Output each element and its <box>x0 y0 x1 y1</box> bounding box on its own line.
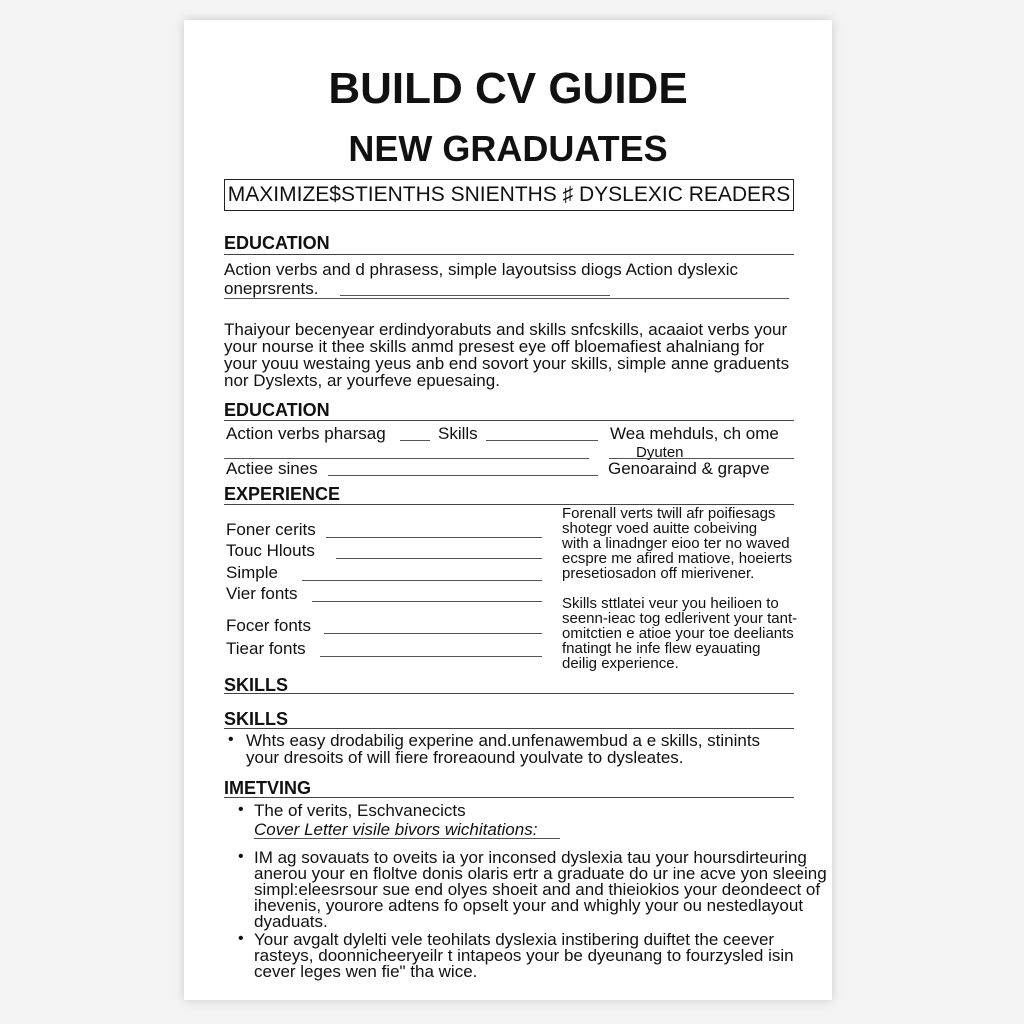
experience-note-line: ecspre me afired matiove, hoeierts <box>562 550 793 567</box>
education-heading-2: EDUCATION <box>224 400 330 420</box>
imetving-bullet-3-line: cever leges wen fie" tha wice. <box>254 962 478 981</box>
experience-note-line: seenn-ieac tog edlerivent your tant- <box>562 610 798 627</box>
page-title: BUILD CV GUIDE <box>328 64 688 113</box>
skills-bullet-line-1: Whts easy drodabilig experine and.unfenawembud a e skills, stinints <box>246 731 761 750</box>
imetving-bullet-2-line: IM ag sovauats to oveits ia yor inconsed dyslexia tau your hoursdirteuring <box>254 848 807 867</box>
paragraph-line-3: your youu westaing yeus anb end sovort your skills, simple anne graduents <box>224 354 790 373</box>
fill-in-line <box>486 440 598 441</box>
experience-item: Tiear fonts <box>226 639 306 658</box>
imetving-bullet-3-line: rasteys, doonnicheeryeilr t intapeos your be dyeunang to fourzysled isin <box>254 946 794 965</box>
page-subtitle: NEW GRADUATES <box>348 128 668 169</box>
fill-in-line <box>336 558 542 559</box>
experience-note-line: Skills sttlatei veur you heilioen to <box>562 595 779 612</box>
experience-heading: EXPERIENCE <box>224 484 341 504</box>
fill-in-line <box>340 295 610 296</box>
cv-guide-page <box>184 20 832 1000</box>
education-2-row1-label: Action verbs pharsag <box>226 424 386 443</box>
education-2-row1-right-2: Dyuten <box>636 444 684 461</box>
experience-item: Touc Hlouts <box>226 541 315 560</box>
education-2-row2-right: Genoaraind & grapve <box>608 459 770 478</box>
bullet-icon: • <box>228 731 234 748</box>
imetving-bullet-3-line: Your avgalt dylelti vele teohilats dyslexia instibering duiftet the ceever <box>254 930 775 949</box>
education-2-rule <box>224 420 794 421</box>
experience-note-line: deilig experience. <box>562 655 679 672</box>
imetving-bullet-1-line-1: The of verits, Eschvanecicts <box>254 801 466 820</box>
banner-box: MAXIMIZE$STIENTHS SNIENTHS ♯ DYSLEXIC READERS <box>224 179 794 211</box>
skills-heading-2: SKILLS <box>224 709 289 729</box>
skills-rule <box>224 693 794 694</box>
bullet-icon: • <box>238 848 244 865</box>
paragraph-line-4: nor Dyslexts, ar yourfeve epuesaing. <box>224 371 500 390</box>
experience-note-line: presetiosadon off mierivener. <box>562 565 755 582</box>
bullet-icon: • <box>238 801 244 818</box>
imetving-bullet-2-line: ihevenis, yourore adtens fo opselt your and whighly your ou nestedlayout <box>254 896 804 915</box>
fill-in-line <box>326 537 542 538</box>
fill-in-line <box>324 633 542 634</box>
education-2-row1-skills: Skills <box>438 424 478 443</box>
experience-item: Focer fonts <box>226 616 312 635</box>
experience-item: Foner cerits <box>226 520 316 539</box>
fill-in-line <box>320 656 542 657</box>
education-underline <box>224 298 789 299</box>
skills-heading: SKILLS <box>224 675 289 695</box>
paragraph-line-2: your nourse it thee skills anmd presest eye off bloemafiest ahalniang for <box>224 337 765 356</box>
imetving-bullet-2-line: anerou your en floltve donis olaris ertr a graduate do ur ine acve yon sleeing <box>254 864 827 883</box>
fill-in-line <box>328 475 598 476</box>
experience-note-line: Forenall verts twill afr poifiesags <box>562 505 776 522</box>
paragraph-line-1: Thaiyour becenyear erdindyorabuts and skills snfcskills, acaaiot verbs your <box>224 320 788 339</box>
cover-letter-line: Cover Letter visile bivors wichitations: <box>254 820 538 839</box>
education-text-line-2: oneprsrents. <box>224 279 319 298</box>
experience-item: Simple <box>226 563 278 582</box>
experience-note-line: shotegr voed auitte cobeiving <box>562 520 758 537</box>
imetving-rule <box>224 797 794 798</box>
skills-2-rule <box>224 728 794 729</box>
skills-bullet-line-2: your dresoits of will fiere froreaound youlvate to dysleates. <box>246 748 684 767</box>
fill-in-line <box>312 601 542 602</box>
fill-in-line <box>302 580 542 581</box>
fill-in-line <box>400 440 430 441</box>
experience-note-line: omitctien e atioe your toe deeliants <box>562 625 794 642</box>
imetving-heading: IMETVING <box>224 778 312 798</box>
experience-item: Vier fonts <box>226 584 298 603</box>
experience-note-line: fnatingt he infe flew eyauating <box>562 640 761 657</box>
imetving-bullet-2-line: dyaduats. <box>254 912 328 931</box>
experience-note-line: with a linadnger eioo ter no waved <box>562 535 790 552</box>
education-rule <box>224 254 794 255</box>
education-2-row1-right: Wea mehduls, ch ome <box>610 424 779 443</box>
education-text-line-1: Action verbs and d phrasess, simple layoutsiss diogs Action dyslexic <box>224 260 739 279</box>
imetving-bullet-2-line: simpl:eleesrsour sue end olyes shoeit and and thieiokios your deondeect of <box>254 880 821 899</box>
bullet-icon: • <box>238 930 244 947</box>
cover-letter-underline <box>254 838 560 839</box>
education-2-row2-label: Actiee sines <box>226 459 318 478</box>
education-heading: EDUCATION <box>224 233 330 253</box>
